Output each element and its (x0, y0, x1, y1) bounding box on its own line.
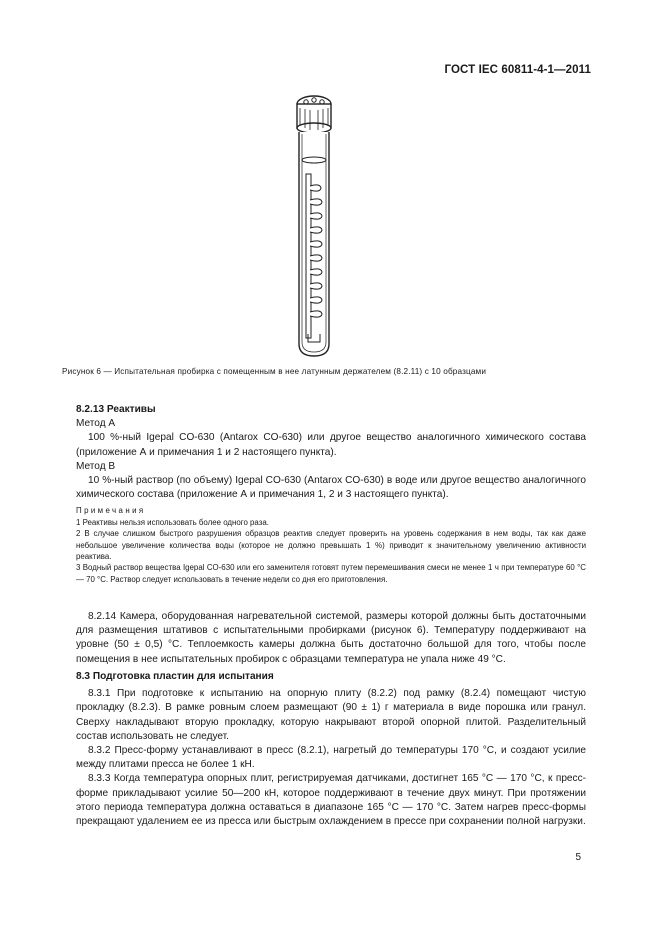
page-number: 5 (575, 852, 581, 863)
section-heading: 8.2.13 Реактивы (76, 404, 156, 415)
note-2: 2 В случае слишком быстрого разрушения образцов реактив следует проверить на уровень содержания в нем воды, так как даже небольшое увеличение количества воды (которое не должно превышать 1 %) приводит к значительному увеличению активности реактива. (76, 529, 586, 562)
section-heading: 8.3 Подготовка пластин для испытания (76, 671, 274, 682)
test-tube-with-brass-holder-drawing-icon (284, 94, 344, 360)
method-a-text: 100 %-ный Igepal CO-630 (Antarox CO-630) или другое вещество аналогичного химического состава (приложение А и примечания 1 и 2 настоящего пункта). (76, 432, 586, 458)
note-1: 1 Реактивы нельзя использовать более одного раза. (76, 517, 269, 527)
paragraph-8-2-14: 8.2.14 Камера, оборудованная нагревательной системой, размеры которой должны быть достаточными для размещения штативов с испытательными пробирками (рисунок 6). Температуру поддерживают на уровне (50 ± 0,5) °С. Теплоемкость камеры должна быть достаточно большой для того, чтобы после помещения в нее испытательных пробирок с образцами температура не упала ниже 49 °С. (76, 611, 586, 665)
document-code: ГОСТ IEC 60811-4-1—2011 (444, 64, 591, 76)
method-a-label: Метод А (76, 418, 116, 430)
section-8-2-13 (76, 403, 586, 585)
section-8-3 (76, 670, 586, 829)
paragraph-8-3-3: 8.3.3 Когда температура опорных плит, регистрируемая датчиками, достигнет 165 °С — 170 °С, к пресс-форме прикладывают усилие 50—200 кН, которое поддерживают в течение двух минут. При протяжении этого периода температура должна оставаться в диапазоне 165 °С — 170 °С. Затем нагрев пресс-формы прекращают удалением ее из пресса или быстрым охлаждением в прессе при сохранении полной нагрузки. (76, 773, 586, 828)
note-3: 3 Водный раствор вещества Igepal CO-630 или его заменителя готовят путем перемешивания смеси не менее 1 ч при температуре 60 °С — 70 °С. Раствор следует использовать в течение недели со дня его приготовления. (76, 563, 586, 584)
method-b-label: Метод В (76, 460, 116, 472)
notes-title: Примечания (76, 506, 146, 516)
paragraph-8-3-1: 8.3.1 При подготовке к испытанию на опорную плиту (8.2.2) под рамку (8.2.4) помещают чистую прокладку (8.2.3). В рамке ровным слоем размещают (90 ± 1) г материала в виде порошка или гранул. Сверху накладывают вторую прокладку, которую накрывают второй опорной плитой. Разделительный состав использовать не следует. (76, 688, 586, 742)
figure-caption: Рисунок 6 — Испытательная пробирка с помещенным в нее латунным держателем (8.2.11) с 10 образцами (62, 367, 487, 376)
method-b-text: 10 %-ный раствор (по объему) Igepal CO-630 (Antarox CO-630) в воде или другое вещество аналогичного химического состава (приложение А и примечания 1, 2 и 3 настоящего пункта). (76, 475, 586, 501)
paragraph-8-3-2: 8.3.2 Пресс-форму устанавливают в пресс (8.2.1), нагретый до температуры 170 °С, и создают усилие между плитами пресса не более 1 кН. (76, 745, 586, 771)
section-8-2-14 (76, 610, 586, 667)
